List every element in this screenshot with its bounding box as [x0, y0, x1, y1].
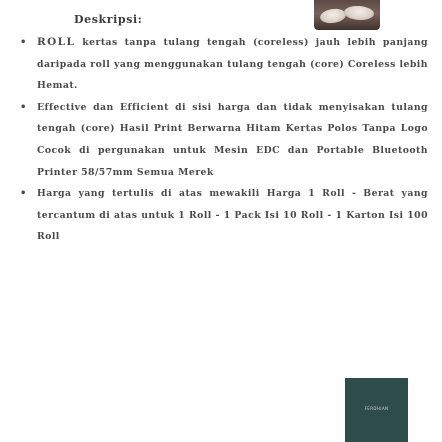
description-list — [20, 32, 428, 248]
list-item — [20, 183, 428, 248]
list-item — [20, 32, 428, 97]
list-item-body: Harga yang tertulis di atas mewakili Harga 1 Roll - Berat yang tercantum di atas untuk 1 Roll - 1 Pack Isi 10 Roll - 1 Karton Isi 100 Roll — [37, 188, 428, 243]
list-item — [20, 97, 428, 183]
bullet-icon: • — [20, 37, 27, 48]
description-heading: Deskripsi: — [74, 13, 143, 26]
list-item-text — [37, 32, 428, 97]
bullet-icon: • — [20, 188, 27, 200]
product-thumbnail-top[interactable] — [314, 0, 380, 30]
list-item-body: kertas tanpa tulang tengah (coreless) jauh lebih panjang daripada roll yang menggunakan tulang tengah (core) Coreless lebih Hemat. — [37, 37, 428, 92]
paper-roll-image — [344, 5, 375, 21]
thumbnail-brand-label: FERDHIAN — [364, 406, 389, 411]
list-item-text — [37, 97, 428, 183]
list-item-lead: ROLL — [37, 36, 76, 48]
list-item-body: Effective dan Efficient di sisi harga dan tidak menyisakan tulang tengah (core) Hasil Print Berwarna Hitam Kertas Polos Tanpa Logo Cocok di pergunakan untuk Mesin EDC dan Portable Bluetooth Printer 58/57mm Semua Merek — [37, 101, 428, 178]
paper-roll-image — [319, 7, 347, 24]
list-item-text — [37, 183, 428, 248]
bullet-icon: • — [20, 101, 27, 113]
product-thumbnail-bottom[interactable] — [345, 378, 408, 442]
